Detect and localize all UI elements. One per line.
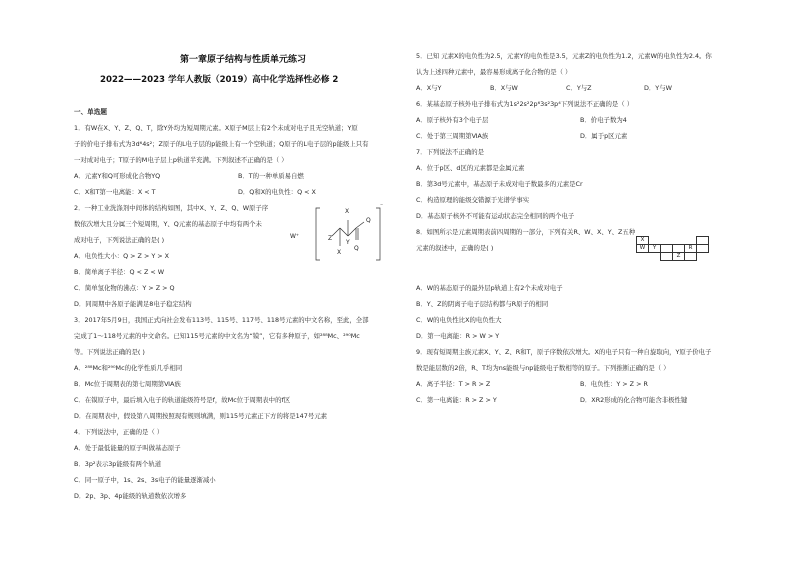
q7-line-1: 7．下列说法不正确的是 <box>416 148 484 156</box>
q7-option-d: D．基态原子核外不可能有运动状态完全相同的两个电子 <box>416 212 575 220</box>
q1-option-a: A．元素Y和Q可形成化合物YQ <box>74 172 161 180</box>
q9-option-d: D．XR2形成的化合物可能含非极性键 <box>580 396 688 404</box>
ptable-cell-y: Y <box>649 245 661 253</box>
q1-option-b: B．T的一种单质易自燃 <box>238 172 304 180</box>
q9-option-b: B．电负性：Y > Z > R <box>580 380 648 388</box>
q5-option-b: B．X与W <box>490 84 518 92</box>
ptable-cell-w: W <box>637 245 649 253</box>
ptable-cell-empty <box>697 237 709 245</box>
q3-line-3: 等。下列说法正确的是( ) <box>74 348 145 356</box>
q3-option-c: C．在镆原子中，最后填入电子的轨道能级符号是f，故Mc位于周期表中的f区 <box>74 396 291 404</box>
structure-charge-label: ⁻ <box>380 203 384 210</box>
page-title: 第一章原子结构与性质单元练习 <box>180 55 307 65</box>
q1-line-3: 一对成对电子；T原子的M电子层上p轨道半充满。下列叙述不正确的是（ ） <box>74 156 288 164</box>
q4-option-d: D．2p、3p、4p能级的轨道数依次增多 <box>74 492 187 500</box>
q7-option-b: B．第3d号元素中，基态原子未成对电子数最多的元素是Cr <box>416 180 583 188</box>
q2-option-b: B．简单离子半径：Q < Z < W <box>74 268 165 276</box>
q3-line-2: 完成了1～118号元素的中文命名。已知115号元素的中文名为“镆”，它有多种原子，如²⁸⁸Mc、²⁹⁰Mc <box>74 332 360 340</box>
q8-option-d: D．第一电离能：R > W > Y <box>416 332 500 340</box>
q7-option-a: A．位于p区、d区的元素都是金属元素 <box>416 164 525 172</box>
section-heading: 一、单选题 <box>74 108 107 116</box>
ptable-cell-x: X <box>637 237 649 245</box>
q6-option-a: A．原子核外有3个电子层 <box>416 116 489 124</box>
q5-line-2: 认为上述四种元素中，最容易形成离子化合物的是（ ） <box>416 68 572 76</box>
q9-option-a: A．离子半径：T > R > Z <box>416 380 491 388</box>
structure-q-top-label: Q <box>366 217 371 224</box>
q4-option-a: A．处于最低能量的原子叫做基态原子 <box>74 444 181 452</box>
q5-option-c: C．Y与Z <box>566 84 592 92</box>
q1-line-1: 1．有W在X、Y、Z、Q、T，除Y外均为短周期元素。X原子M层上有2个未成对电子且无空轨道；Y原 <box>74 124 358 132</box>
structure-w-label: W⁺ <box>290 233 300 240</box>
q6-option-d: D．属于p区元素 <box>580 132 628 140</box>
q8-line-1: 8．如图所示是元素周期表前四周期的一部分，下列有关R、W、X、Y、Z五种 <box>416 228 636 236</box>
q1-line-2: 子的价电子排布式为3d⁶4s²；Z原子的L电子层的p能级上有一个空轨道；Q原子的L电子层的p能级上只有 <box>74 140 369 148</box>
q8-line-2: 元素的叙述中，正确的是( ) <box>416 244 494 252</box>
q9-line-2: 数是能层数的2倍，R、T均为ns能级与np能级电子数相等的原子。下列推断正确的是（ ） <box>416 364 670 372</box>
periodic-table-fragment <box>636 236 709 261</box>
structure-x-top-label: X <box>345 208 350 215</box>
q2-line-1: 2．一种工业洗涤剂中间体的结构如图，其中X、Y、Z、Q、W原子序 <box>74 204 269 212</box>
q8-option-a: A．W的基态原子的最外层p轨道上有2个未成对电子 <box>416 284 563 292</box>
q2-option-d: D．同周期中各原子能满足8电子稳定结构 <box>74 300 192 308</box>
q8-option-c: C．W的电负性比X的电负性大 <box>416 316 502 324</box>
q6-option-c: C．处于第三周期第ⅥA族 <box>416 132 489 140</box>
q9-option-c: C．第一电离能：R > Z > Y <box>416 396 497 404</box>
q2-option-a: A．电负性大小：Q > Z > Y > X <box>74 252 170 260</box>
q5-option-d: D．Y与W <box>644 84 672 92</box>
q3-option-d: D．在周期表中，假设第八周期按照现有规则填满，则115号元素正下方的将是147号元素 <box>74 412 327 420</box>
q1-option-c: C．X和T第一电离能：X < T <box>74 188 156 196</box>
molecule-structure-diagram <box>288 200 384 270</box>
q2-option-c: C．简单氢化物的沸点：Y > Z > Q <box>74 284 175 292</box>
q3-option-b: B．Mc位于周期表的第七周期第ⅥA族 <box>74 380 181 388</box>
q4-line-1: 4．下列说法中，正确的是（ ） <box>74 428 164 436</box>
q6-option-b: B．价电子数为4 <box>580 116 627 124</box>
page-subtitle: 2022——2023 学年人教版（2019）高中化学选择性必修 2 <box>100 75 339 85</box>
q4-option-c: C．同一原子中，1s、2s、3s电子的能量逐渐减小 <box>74 476 216 484</box>
q6-line-1: 6．某基态原子核外电子排布式为1s²2s²2p⁶3s²3p⁴下列说法不正确的是（ ） <box>416 100 634 108</box>
ptable-cell-z: Z <box>673 253 685 261</box>
q3-option-a: A．²⁸⁸Mc和²⁹⁰Mc的化学性质几乎相同 <box>74 364 183 372</box>
ptable-cell-r: R <box>685 245 697 253</box>
q7-option-c: C．构造原理的能级交错源于光谱学事实 <box>416 196 530 204</box>
q2-line-2: 数依次增大且分属三个短周期，Y、Q元素的基态原子中均有两个未 <box>74 220 262 228</box>
q4-option-b: B．3p²表示3p能级有两个轨道 <box>74 460 162 468</box>
q3-line-1: 3．2017年5月9日，我国正式向社会发布113号、115号、117号、118号元素的中文名称，至此，全部 <box>74 316 369 324</box>
structure-z-label: Z <box>328 235 333 242</box>
q8-option-b: B．Y、Z的阴离子电子层结构都与R原子的相同 <box>416 300 549 308</box>
q5-option-a: A．X与Y <box>416 84 442 92</box>
q9-line-1: 9．现有短周期主族元素X、Y、Z、R和T，原子序数依次增大。X的电子只有一种自旋取向，Y原子价电子 <box>416 348 712 356</box>
structure-q-bottom-label: Q <box>354 245 359 252</box>
q2-line-3: 成对电子，下列说法正确的是( ) <box>74 236 165 244</box>
structure-x-bottom-label: X <box>337 249 342 256</box>
q1-option-d: D．Q和X的电负性：Q < X <box>238 188 316 196</box>
structure-y-label: Y <box>346 239 350 246</box>
q5-line-1: 5．已知 元素X的电负性为2.5，元素Y的电负性是3.5，元素Z的电负性为1.2，元素W的电负性为2.4。你 <box>416 52 712 60</box>
